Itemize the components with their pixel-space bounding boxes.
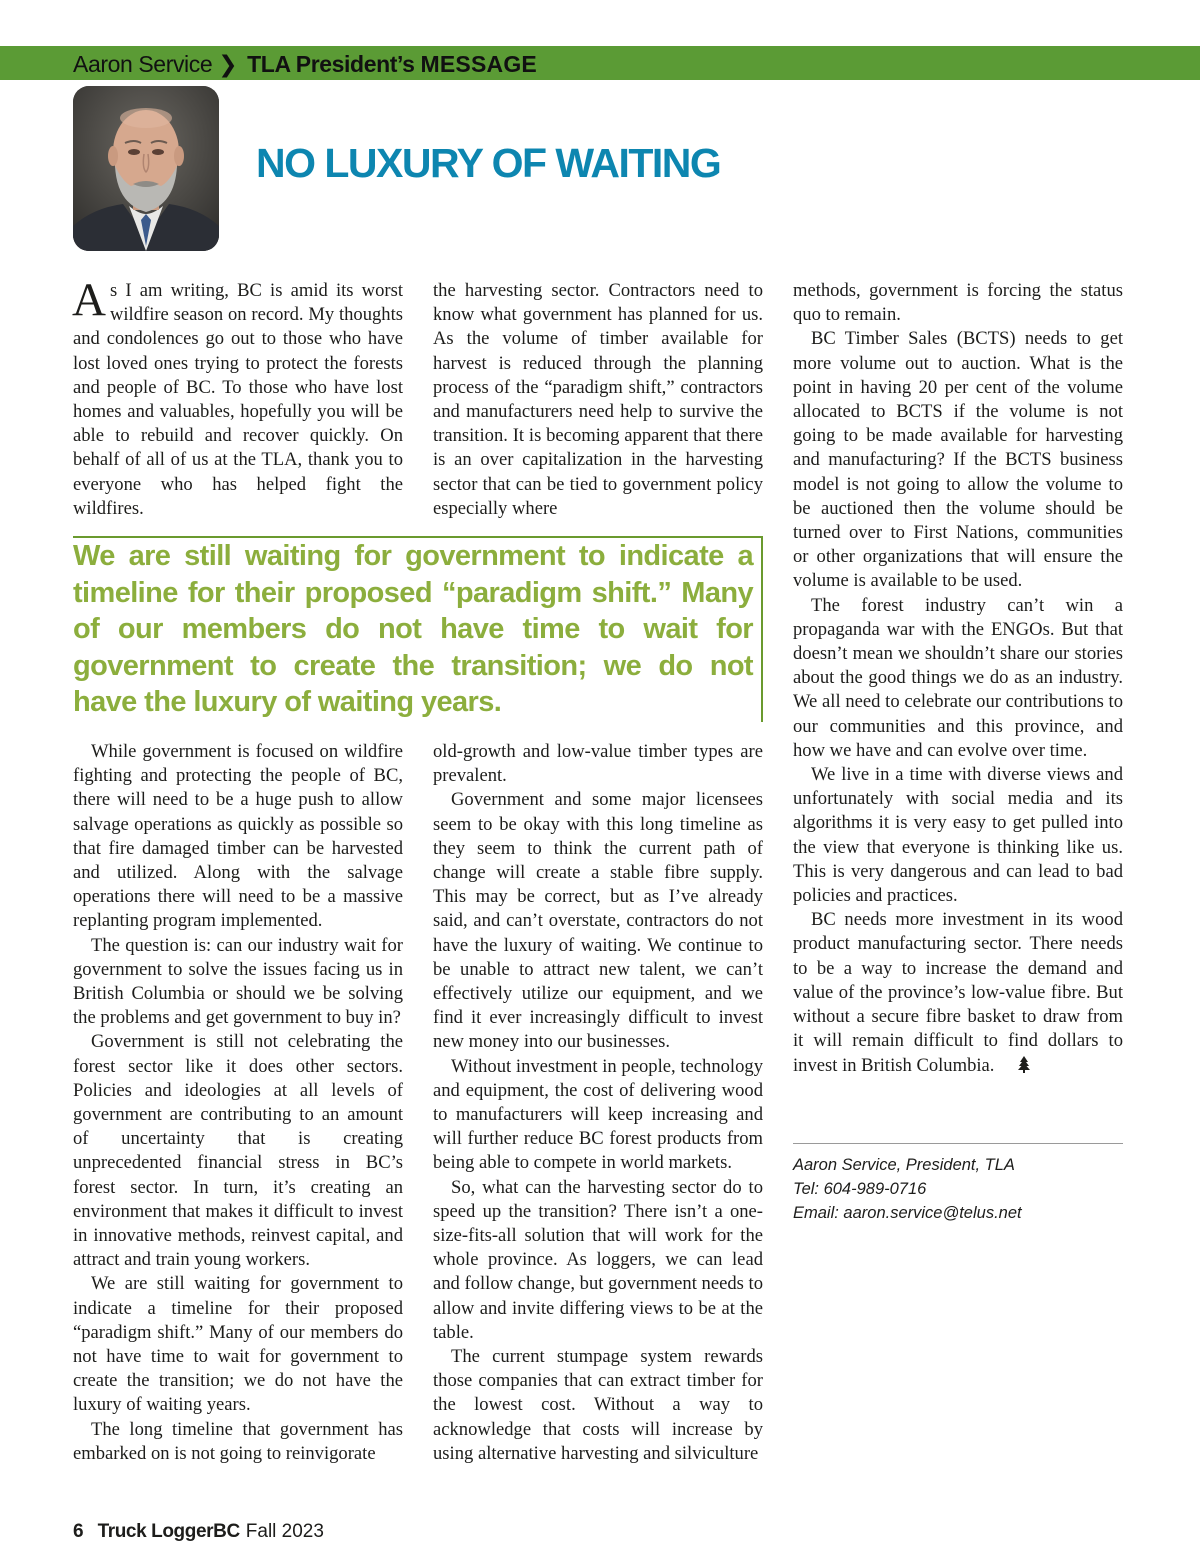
signature-email: Email: aaron.service@telus.net <box>793 1204 1022 1222</box>
column-1-bottom <box>73 740 403 1466</box>
header-author: Aaron Service <box>73 51 213 77</box>
signature-name: Aaron Service, President, TLA <box>793 1156 1015 1174</box>
column-2-top <box>433 279 763 521</box>
paragraph: We are still waiting for government to indicate a timeline for their proposed “paradigm shift.” Many of our members do not have time to wait for government to create the transition; we do not have the luxury of waiting years. <box>73 1273 403 1416</box>
author-photo <box>73 86 219 251</box>
signature-phone: Tel: 604-989-0716 <box>793 1180 927 1198</box>
paragraph: Government and some major licensees seem to be okay with this long timeline as they seem to think the current path of change will create a stable fibre supply. This may be correct, but as I’ve already said, and can’t overstate, contractors do not have the luxury of waiting. We continue to be unable to attract new talent, we can’t effectively utilize our equipment, and we find it ever increasingly difficult to invest new money into our businesses. <box>433 789 763 1053</box>
paragraph: The long timeline that government has embarked on is not going to reinvigorate <box>73 1418 403 1464</box>
chevron-right-icon: ❯ <box>218 51 238 77</box>
paragraph: the harvesting sector. Contractors need to know what government has planned for us. As the volume of timber available for harvest is reduced through the planning process of the “paradigm shift,” contractors and manufacturers need help to survive the transition. It is becoming apparent that there is an over capitalization in the harvesting sector that can be tied to government policy especially where <box>433 280 763 519</box>
article-title: NO LUXURY OF WAITING <box>256 140 721 186</box>
pull-quote <box>73 536 763 722</box>
magazine-name: Truck LoggerBC <box>97 1521 240 1542</box>
page-footer <box>73 1518 324 1546</box>
paragraph: While government is focused on wildfire fighting and protecting the people of BC, there will need to be a huge push to allow salvage operations as quickly as possible so that fire damaged timber can be harvested and utilized. Along with the salvage operations there will need to be a massive replanting program implemented. <box>73 741 403 932</box>
section-header <box>73 48 537 80</box>
paragraph: s I am writing, BC is amid its worst wildfire season on record. My thoughts and condolences go out to those who have lost loved ones trying to protect the forests and people of BC. To those who have lost homes and valuables, hopefully you will be able to rebuild and recover quickly. On behalf of all of us at the TLA, thank you to everyone who has helped fight the wildfires. <box>73 280 403 519</box>
pull-quote-text: We are still waiting for government to indicate a timeline for their proposed “paradigm shift.” Many of our members do not have time to wait for government to create the transition; we do not have the luxury of waiting years. <box>73 540 753 718</box>
column-2-bottom <box>433 740 763 1466</box>
issue-date: Fall 2023 <box>245 1521 324 1542</box>
paragraph: methods, government is forcing the status quo to remain. <box>793 280 1123 326</box>
paragraph: BC Timber Sales (BCTS) needs to get more volume out to auction. What is the point in having 20 per cent of the volume allocated to BCTS if the volume is not going to be made available for harvesting and manufacturing? If the BCTS business model is not going to allow the volume to be auctioned then the volume should be turned over to First Nations, communities or other organizations that will ensure the volume is available to be used. <box>793 328 1123 592</box>
page-number: 6 <box>73 1521 84 1542</box>
paragraph: The current stumpage system rewards those companies that can extract timber for the lowest cost. Without a way to acknowledge that costs will increase by using alternative harvesting and silviculture <box>433 1346 763 1464</box>
header-section-prefix: TLA President’s <box>247 51 415 77</box>
paragraph: So, what can the harvesting sector do to speed up the transition? There isn’t a one-size-fits-all solution that will work for the whole province. As loggers, we can lead and follow change, but government needs to allow and invite differing views to be at the table. <box>433 1176 763 1343</box>
header-section-emphasis: MESSAGE <box>420 51 537 77</box>
paragraph: Government is still not celebrating the forest sector like it does other sectors. Policies and ideologies at all levels of government are contributing to an amount of uncertainty that is creating unprecedented financial stress in BC’s forest sector. In turn, it’s creating an environment that makes it difficult to invest in innovative methods, reinvest capital, and attract and train young workers. <box>73 1031 403 1271</box>
paragraph: BC needs more investment in its wood product manufacturing sector. There needs to be a way to increase the demand and value of the province’s low-value fibre. But without a secure fibre basket to draw from it will remain difficult to find dollars to invest in British Columbia. <box>793 909 1123 1076</box>
column-3 <box>793 279 1123 1080</box>
paragraph: We live in a time with diverse views and unfortunately with social media and its algorithms it is very easy to get pulled into the view that everyone is thinking like us. This is very dangerous and can lead to bad policies and practices. <box>793 764 1123 907</box>
paragraph: old-growth and low-value timber types are prevalent. <box>433 741 763 787</box>
drop-cap: A <box>72 274 106 326</box>
column-1-top <box>72 274 403 521</box>
author-signature <box>793 1153 1123 1225</box>
paragraph: The forest industry can’t win a propaganda war with the ENGOs. But that doesn’t mean we shouldn’t share our stories about the good things we do as an industry. We all need to celebrate our contributions to our communities and this province, and how we have and can evolve over time. <box>793 594 1123 761</box>
paragraph: The question is: can our industry wait for government to solve the issues facing us in British Columbia or should we be solving the problems and get government to buy in? <box>73 934 403 1029</box>
signature-divider <box>793 1143 1123 1144</box>
paragraph: Without investment in people, technology and equipment, the cost of delivering wood to manufacturers will keep increasing and will further reduce BC forest products from being able to compete in world markets. <box>433 1055 763 1174</box>
tree-icon <box>1000 1056 1030 1080</box>
